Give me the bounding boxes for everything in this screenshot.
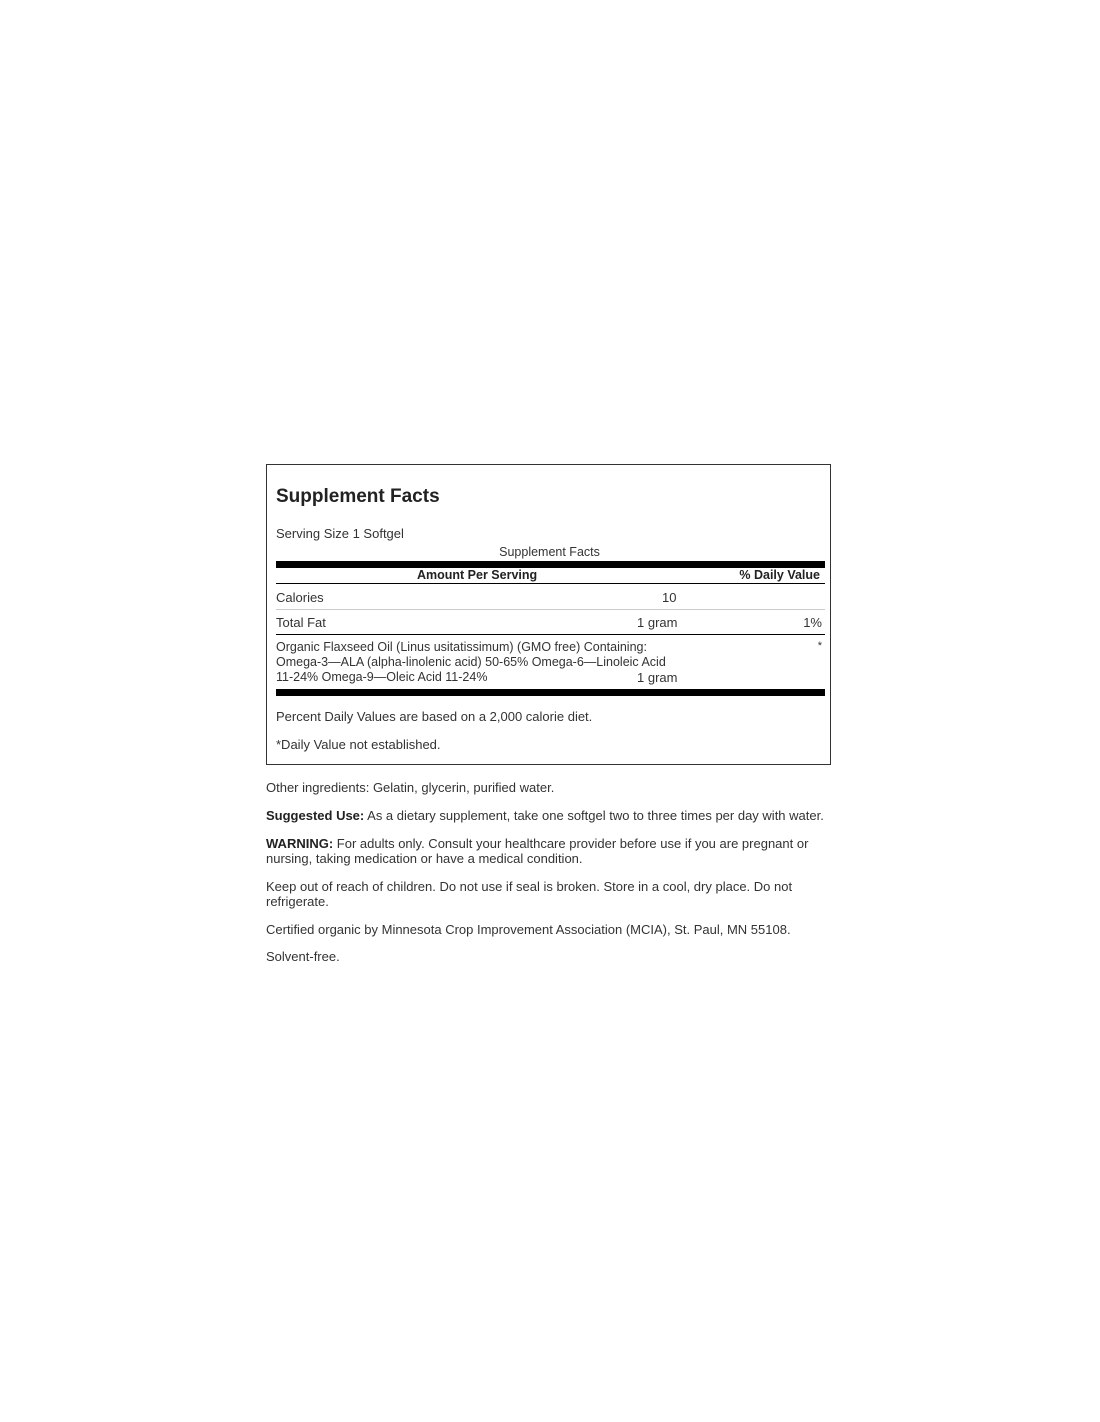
warning <box>266 836 811 866</box>
row-amount: 1 gram <box>637 670 678 685</box>
divider-thick-bottom <box>276 689 825 696</box>
warning-label: WARNING: <box>266 836 334 851</box>
row-daily-value: 1% <box>803 615 822 630</box>
divider-header <box>276 583 825 584</box>
divider-row <box>276 634 825 635</box>
footnote-daily-values: Percent Daily Values are based on a 2,000 calorie diet. <box>276 709 593 724</box>
row-name: Organic Flaxseed Oil (Linus usitatissimum) (GMO free) Containing: Omega-3—ALA (alpha-linolenic acid) 50-65% Omega-6—Linoleic Acid 11-24% Omega-9—Oleic Acid 11-24% <box>276 640 666 684</box>
header-daily-value: % Daily Value <box>739 568 820 582</box>
storage-instructions: Keep out of reach of children. Do not use if seal is broken. Store in a cool, dry place. Do not refrigerate. <box>266 879 793 909</box>
serving-size: Serving Size 1 Softgel <box>276 526 404 541</box>
solvent-free: Solvent-free. <box>266 949 340 964</box>
footnote-star: *Daily Value not established. <box>276 737 441 752</box>
row-daily-value: * <box>817 640 822 652</box>
suggested-use-label: Suggested Use: <box>266 808 365 823</box>
row-name: Total Fat <box>276 615 326 630</box>
row-amount: 10 <box>662 590 677 605</box>
header-amount: Amount Per Serving <box>417 568 538 582</box>
table-caption: Supplement Facts <box>499 545 600 559</box>
row-amount: 1 gram <box>637 615 678 630</box>
warning-text: For adults only. Consult your healthcare provider before use if you are pregnant or nursing, taking medication or have a medical condition. <box>266 836 809 866</box>
certification: Certified organic by Minnesota Crop Improvement Association (MCIA), St. Paul, MN 55108. <box>266 922 791 937</box>
panel-title: Supplement Facts <box>276 486 440 507</box>
suggested-use <box>266 808 826 823</box>
other-ingredients: Other ingredients: Gelatin, glycerin, purified water. <box>266 780 555 795</box>
suggested-use-text: As a dietary supplement, take one softgel two to three times per day with water. <box>364 808 824 823</box>
divider-thick-top <box>276 561 825 568</box>
supplement-facts-panel <box>266 464 831 765</box>
row-name: Calories <box>276 590 324 605</box>
divider-row <box>276 609 825 610</box>
